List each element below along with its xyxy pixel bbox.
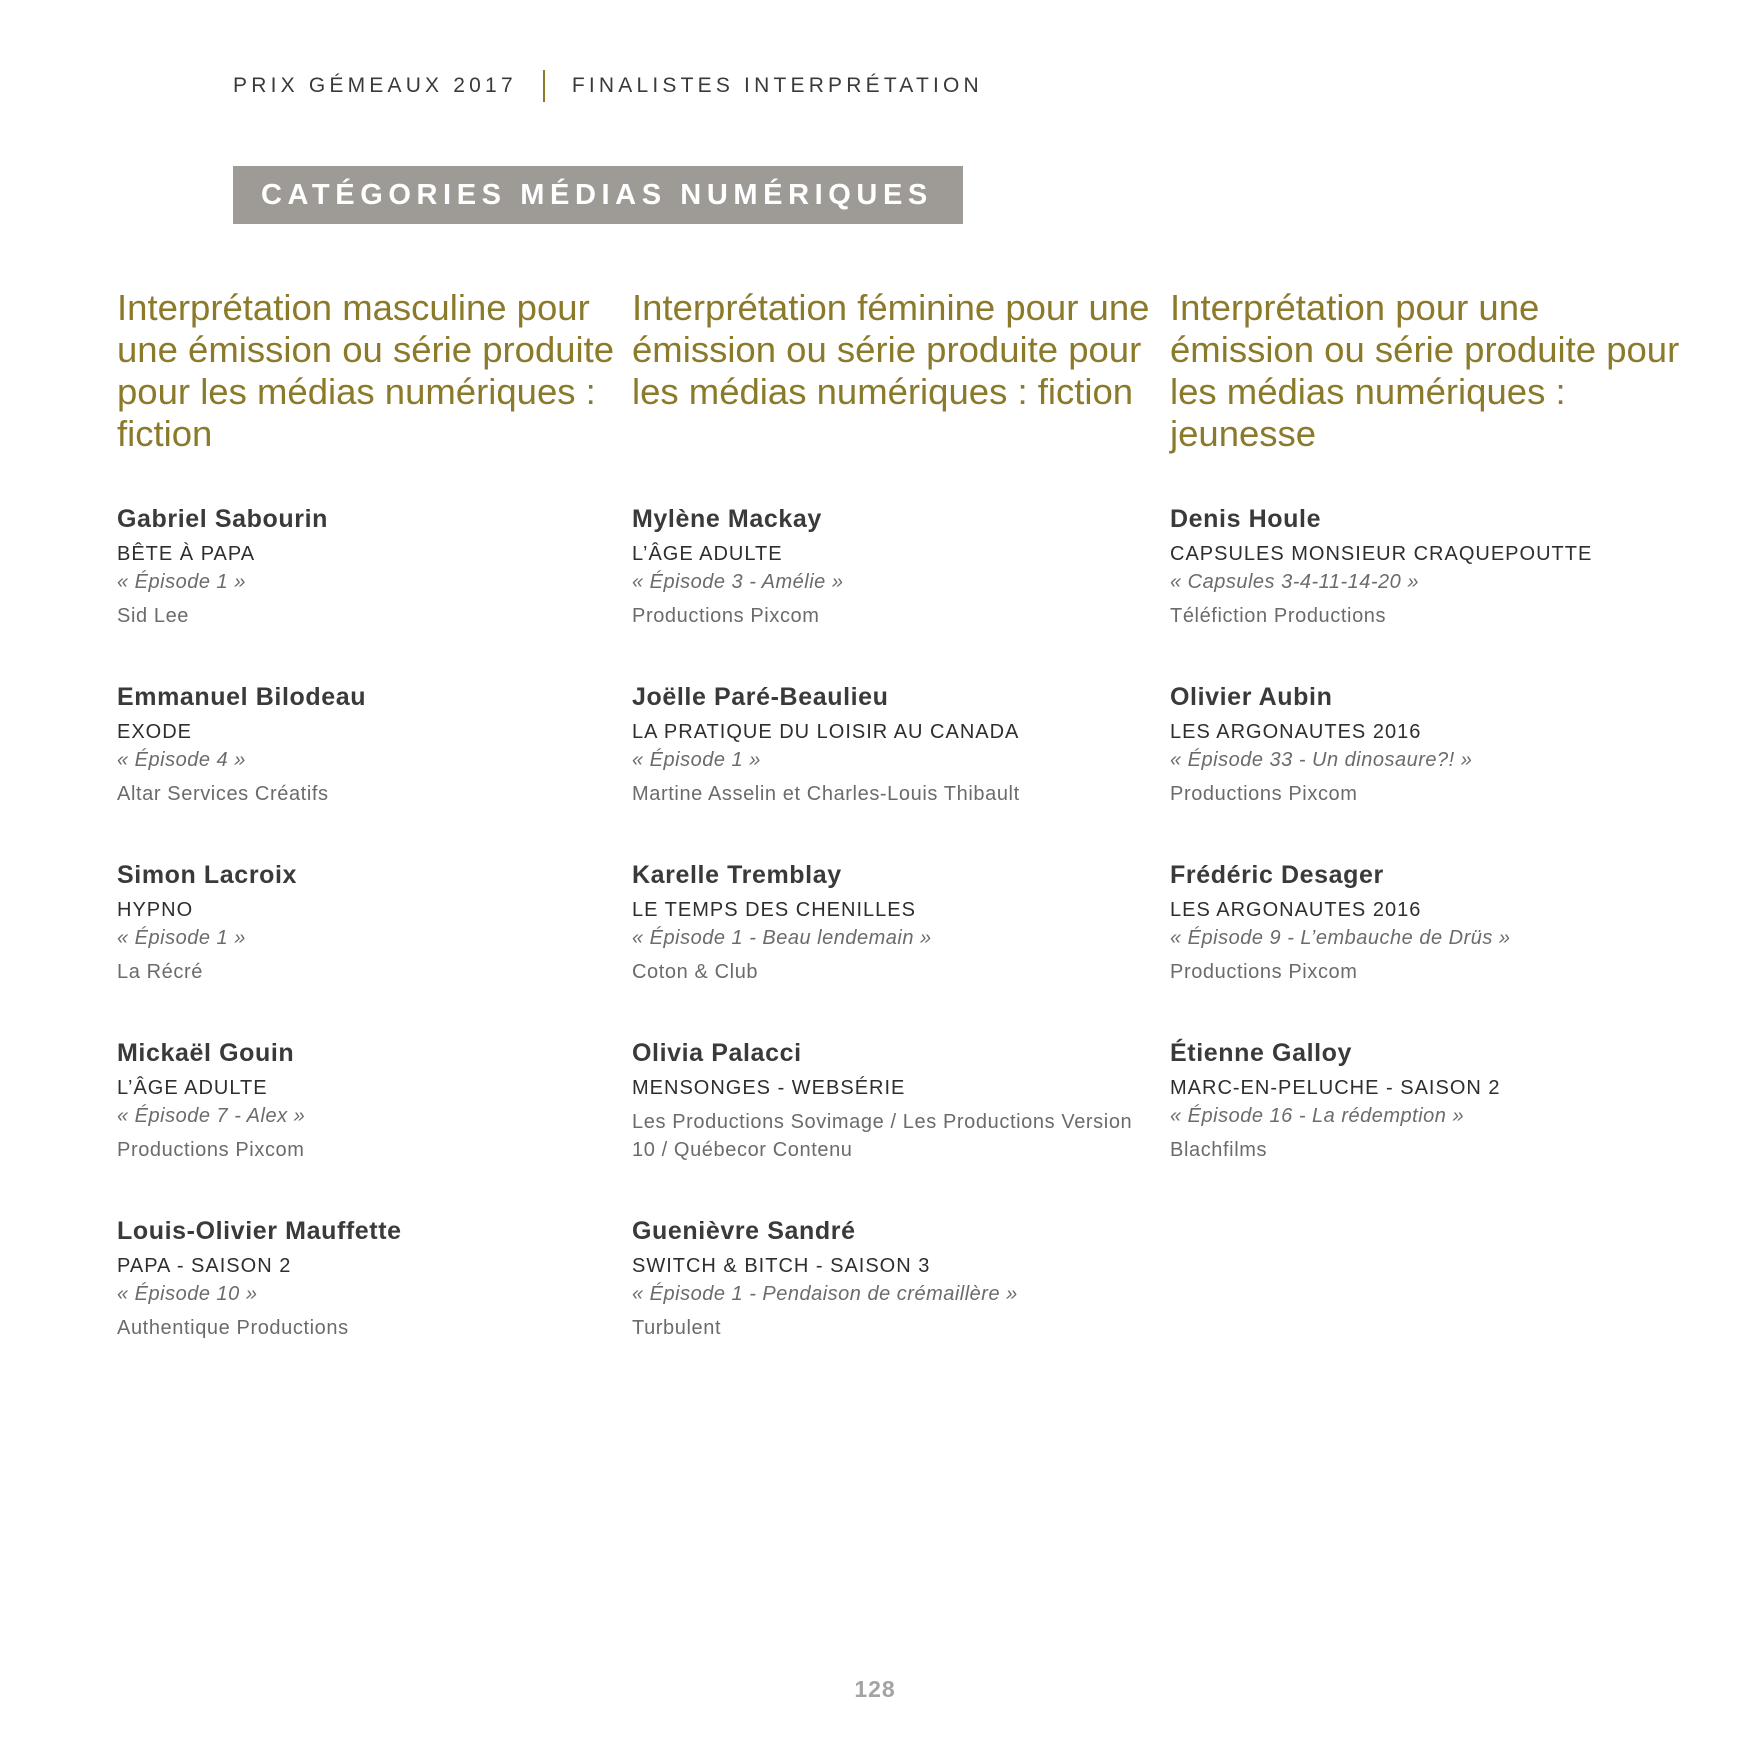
- show-title: EXODE: [117, 721, 193, 743]
- publication-title: PRIX GÉMEAUX 2017: [233, 74, 517, 97]
- production-company: Productions Pixcom: [1170, 961, 1358, 983]
- finalist-name: Mickaël Gouin: [117, 1039, 295, 1067]
- episode-title: « Épisode 9 - L’embauche de Drüs »: [1170, 927, 1511, 949]
- category-column-male-fiction: [117, 287, 617, 1389]
- finalist-entry: [632, 1038, 1152, 1211]
- finalist-entry: [632, 1216, 1152, 1389]
- finalist-entry: [117, 1038, 617, 1211]
- production-company: Productions Pixcom: [1170, 783, 1358, 805]
- show-title: CAPSULES MONSIEUR CRAQUEPOUTTE: [1170, 543, 1593, 565]
- section-banner: [233, 166, 963, 224]
- production-company: Martine Asselin et Charles-Louis Thibault: [632, 783, 1020, 805]
- finalist-name: Emmanuel Bilodeau: [117, 683, 367, 711]
- show-title: MARC-EN-PELUCHE - SAISON 2: [1170, 1077, 1501, 1099]
- finalist-name: Gabriel Sabourin: [117, 505, 329, 533]
- production-company: Turbulent: [632, 1317, 722, 1339]
- production-company: Coton & Club: [632, 961, 759, 983]
- finalist-entry: [1170, 1038, 1690, 1211]
- episode-title: « Épisode 1 - Beau lendemain »: [632, 927, 932, 949]
- show-title: LE TEMPS DES CHENILLES: [632, 899, 916, 921]
- finalist-entry: [1170, 504, 1690, 677]
- finalist-entry: [1170, 860, 1690, 1033]
- finalist-name: Frédéric Desager: [1170, 861, 1384, 889]
- production-company: Blachfilms: [1170, 1139, 1268, 1161]
- header-divider: [543, 70, 545, 102]
- episode-title: « Capsules 3-4-11-14-20 »: [1170, 571, 1419, 593]
- running-header: [233, 70, 983, 102]
- episode-title: « Épisode 33 - Un dinosaure?! »: [1170, 749, 1473, 771]
- production-company: Les Productions Sovimage / Les Productions Version 10 / Québecor Contenu: [632, 1111, 1133, 1161]
- category-column-female-fiction: [632, 287, 1152, 1389]
- finalist-name: Denis Houle: [1170, 505, 1322, 533]
- episode-title: « Épisode 1 »: [117, 571, 246, 593]
- production-company: Sid Lee: [117, 605, 190, 627]
- page-number: 128: [854, 1676, 896, 1702]
- production-company: Productions Pixcom: [632, 605, 820, 627]
- finalist-name: Olivia Palacci: [632, 1039, 802, 1067]
- production-company: La Récré: [117, 961, 203, 983]
- finalist-entry: [117, 860, 617, 1033]
- section-banner-title: CATÉGORIES MÉDIAS NUMÉRIQUES: [261, 178, 933, 211]
- finalist-name: Louis-Olivier Mauffette: [117, 1217, 402, 1245]
- episode-title: « Épisode 7 - Alex »: [117, 1105, 306, 1127]
- episode-title: « Épisode 4 »: [117, 749, 246, 771]
- show-title: PAPA - SAISON 2: [117, 1255, 292, 1277]
- finalist-entry: [117, 682, 617, 855]
- show-title: L’ÂGE ADULTE: [632, 543, 783, 565]
- production-company: Téléfiction Productions: [1170, 605, 1387, 627]
- episode-title: « Épisode 1 »: [117, 927, 246, 949]
- category-column-youth: [1170, 287, 1690, 1211]
- category-title: Interprétation masculine pour une émission ou série produite pour les médias numériques : fiction: [117, 287, 615, 454]
- category-title: Interprétation féminine pour une émission ou série produite pour les médias numériques : fiction: [632, 287, 1150, 412]
- show-title: LA PRATIQUE DU LOISIR AU CANADA: [632, 721, 1020, 743]
- section-title: FINALISTES INTERPRÉTATION: [571, 74, 983, 97]
- finalist-entry: [1170, 682, 1690, 855]
- finalist-name: Joëlle Paré-Beaulieu: [632, 683, 889, 711]
- show-title: BÊTE À PAPA: [117, 543, 256, 565]
- production-company: Authentique Productions: [117, 1317, 349, 1339]
- finalist-name: Simon Lacroix: [117, 861, 298, 889]
- show-title: SWITCH & BITCH - SAISON 3: [632, 1255, 931, 1277]
- finalist-name: Karelle Tremblay: [632, 861, 842, 889]
- finalist-entry: [117, 1216, 617, 1389]
- production-company: Altar Services Créatifs: [117, 783, 329, 805]
- production-company: Productions Pixcom: [117, 1139, 305, 1161]
- finalist-name: Olivier Aubin: [1170, 683, 1333, 711]
- finalist-entry: [632, 682, 1152, 855]
- show-title: MENSONGES - WEBSÉRIE: [632, 1077, 906, 1099]
- episode-title: « Épisode 3 - Amélie »: [632, 571, 844, 593]
- finalist-entry: [632, 860, 1152, 1033]
- episode-title: « Épisode 16 - La rédemption »: [1170, 1105, 1465, 1127]
- show-title: HYPNO: [117, 899, 194, 921]
- finalist-name: Mylène Mackay: [632, 505, 822, 533]
- finalist-name: Étienne Galloy: [1170, 1039, 1353, 1067]
- finalist-entry: [117, 504, 617, 677]
- episode-title: « Épisode 1 - Pendaison de crémaillère »: [632, 1283, 1018, 1305]
- show-title: LES ARGONAUTES 2016: [1170, 721, 1422, 743]
- category-title: Interprétation pour une émission ou série produite pour les médias numériques : jeunesse: [1170, 287, 1680, 454]
- show-title: LES ARGONAUTES 2016: [1170, 899, 1422, 921]
- episode-title: « Épisode 1 »: [632, 749, 761, 771]
- finalist-entry: [632, 504, 1152, 677]
- finalist-name: Guenièvre Sandré: [632, 1217, 856, 1245]
- show-title: L’ÂGE ADULTE: [117, 1077, 268, 1099]
- episode-title: « Épisode 10 »: [117, 1283, 258, 1305]
